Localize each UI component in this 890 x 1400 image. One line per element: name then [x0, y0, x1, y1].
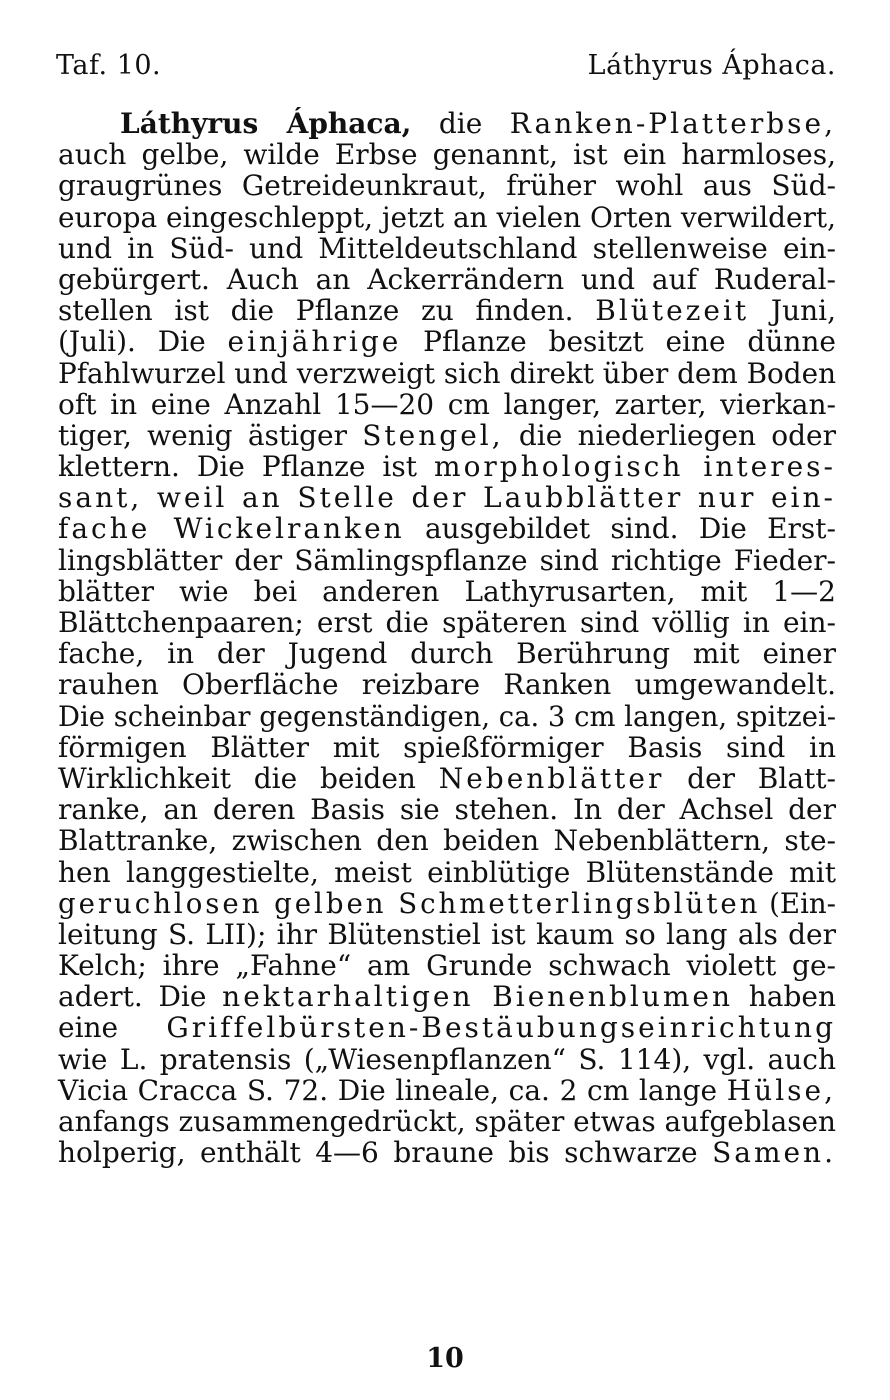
species-description — [58, 108, 836, 1168]
text-segment: gebürgert. Auch an Ackerrändern und auf Ruderal- — [58, 262, 836, 296]
text-line — [58, 638, 836, 669]
text-line — [58, 950, 836, 981]
emphasized-term: Hülse, — [726, 1073, 836, 1107]
text-line — [58, 1012, 836, 1043]
text-segment: leitung S. LII); ihr Blütenstiel ist kaum so lang als der — [58, 917, 836, 951]
text-segment: ausgebildet sind. Die Erst- — [404, 512, 836, 546]
text-line — [58, 170, 836, 201]
text-segment: rauhen Oberfläche reizbare Ranken umgewandelt. — [58, 668, 836, 702]
text-segment: lingsblätter der Sämlingspflanze sind richtige Fieder- — [58, 543, 836, 577]
text-line — [58, 576, 836, 607]
text-line — [58, 545, 836, 576]
emphasized-term: geruchlosen gelben Schmetterlingsblüten — [58, 886, 761, 920]
text-segment: adert. Die — [58, 980, 223, 1014]
text-line — [58, 1105, 836, 1138]
text-line — [58, 108, 836, 139]
page-number: 10 — [426, 1343, 464, 1374]
emphasized-term: Samen. — [712, 1136, 836, 1170]
text-segment: Pfahlwurzel und verzweigt sich direkt über dem Boden — [58, 356, 836, 390]
species-name: Láthyrus Áphaca, — [120, 107, 412, 140]
text-segment: Wirklichkeit die beiden — [58, 761, 439, 795]
text-line — [58, 482, 836, 513]
text-line — [58, 1075, 836, 1106]
text-segment: eine — [58, 1011, 167, 1045]
text-line — [58, 825, 836, 856]
text-segment: Blattranke, zwischen den beiden Nebenblättern, ste- — [58, 824, 836, 858]
emphasized-term: morphologisch interes- — [434, 450, 836, 484]
emphasized-term: Stengel, — [362, 418, 504, 452]
emphasized-term: Nebenblätter — [438, 761, 665, 795]
text-segment: graugrünes Getreideunkraut, früher wohl aus Süd- — [58, 169, 836, 203]
text-segment: holperig, enthält 4—6 braune bis schwarze — [58, 1136, 713, 1170]
text-segment: oft in eine Anzahl 15—20 cm langer, zarter, vierkan- — [58, 387, 836, 421]
text-line — [58, 420, 836, 451]
text-segment: (Juli). Die — [58, 325, 228, 359]
text-line — [58, 389, 836, 420]
text-line — [58, 233, 836, 264]
text-segment: hen langgestielte, meist einblütige Blütenstände mit — [58, 855, 836, 889]
text-segment: haben — [733, 980, 836, 1014]
emphasized-term: nektarhaltigen Bienenblumen — [222, 980, 734, 1014]
text-line — [58, 264, 836, 295]
text-segment: die — [411, 107, 510, 140]
text-line — [58, 699, 836, 733]
text-segment: ranke, an deren Basis sie stehen. In der Achsel der — [58, 793, 836, 827]
text-segment: wie L. pratensis („Wiesenpflanzen“ S. 114), vgl. auch — [58, 1042, 836, 1076]
text-line — [58, 669, 836, 700]
text-line — [58, 794, 836, 825]
text-line — [58, 356, 836, 390]
text-segment: (Ein- — [760, 886, 836, 920]
text-segment: fache, in der Jugend durch Berührung mit einer — [58, 637, 836, 671]
text-line — [58, 732, 836, 763]
text-line — [58, 200, 836, 234]
text-line — [58, 451, 836, 482]
emphasized-term: Griffelbürsten-Bestäubungseinrichtung — [166, 1011, 836, 1045]
text-line — [58, 763, 836, 794]
text-segment: tiger, wenig ästiger — [58, 418, 363, 452]
text-segment: der Blatt- — [664, 761, 836, 795]
text-line — [58, 139, 836, 170]
text-line — [58, 981, 836, 1012]
emphasized-term: sant, weil an Stelle der Laubblätter nur ein- — [58, 481, 836, 515]
text-segment: Kelch; ihre „Fahne“ am Grunde schwach violett ge- — [58, 949, 836, 983]
text-segment: auch gelbe, wilde Erbse genannt, ist ein harmloses, — [58, 138, 836, 172]
text-segment: europa eingeschleppt, jetzt an vielen Orten verwildert, — [58, 200, 836, 234]
text-segment: förmigen Blätter mit spießförmiger Basis sind in — [58, 730, 836, 764]
emphasized-term: fache Wickelranken — [58, 512, 405, 546]
text-line — [58, 886, 836, 920]
text-segment: und in Süd- und Mitteldeutschland stellenweise ein- — [58, 231, 836, 265]
text-segment: klettern. Die Pflanze ist — [58, 450, 435, 484]
emphasized-term: einjährige — [227, 325, 402, 359]
text-line — [58, 1137, 836, 1168]
text-segment: Die scheinbar gegenständigen, ca. 3 cm langen, spitzei- — [58, 699, 836, 733]
text-line — [58, 326, 836, 357]
text-line — [58, 857, 836, 888]
running-title: Láthyrus Áphaca. — [587, 50, 836, 81]
text-segment: anfangs zusammengedrückt, später etwas aufgeblasen — [58, 1105, 836, 1138]
text-segment: blätter wie bei anderen Lathyrusarten, mit 1—2 — [58, 574, 836, 608]
emphasized-term: Ranken-Platterbse, — [509, 107, 836, 140]
text-segment: Blättchenpaaren; erst die späteren sind völlig in ein- — [58, 606, 836, 639]
running-header — [56, 50, 836, 90]
text-line — [58, 513, 836, 544]
text-line — [58, 607, 836, 638]
text-segment: Pflanze besitzt eine dünne — [401, 325, 836, 359]
text-line — [58, 919, 836, 950]
plate-number: Taf. 10. — [56, 50, 162, 81]
text-line — [58, 295, 836, 326]
text-segment: Juni, — [749, 294, 836, 328]
emphasized-term: Blütezeit — [595, 294, 750, 328]
text-segment: Vicia Cracca S. 72. Die lineale, ca. 2 cm lange — [58, 1073, 727, 1107]
text-segment: stellen ist die Pflanze zu finden. — [58, 294, 596, 328]
text-segment: die niederliegen oder — [503, 418, 837, 452]
text-line — [58, 1044, 836, 1075]
